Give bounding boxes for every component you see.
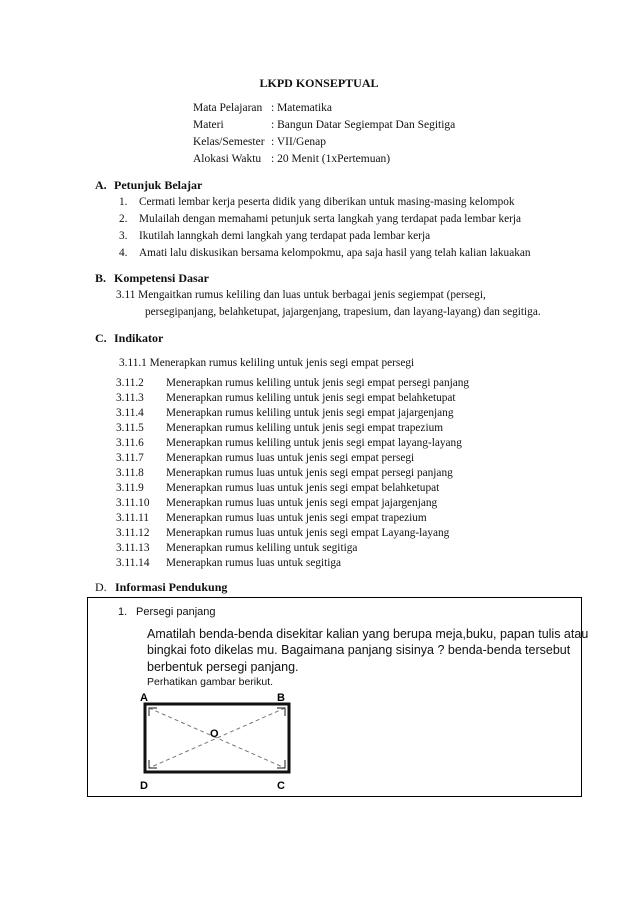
vertex-label-a: A: [140, 692, 148, 704]
indicator-item: 3.11.10 Menerapkan rumus luas untuk jenis segi empat jajargenjang: [116, 497, 438, 509]
list-item: 3. Ikutilah lanngkah demi langkah yang terdapat pada lembar kerja: [119, 230, 431, 242]
meta-value: : 20 Menit (1xPertemuan): [271, 153, 391, 165]
vertex-label-c: C: [277, 780, 285, 792]
info-item-title: 1. Persegi panjang: [118, 606, 216, 618]
section-a-heading: A. Petunjuk Belajar: [95, 178, 203, 192]
indicator-item: 3.11.14 Menerapkan rumus luas untuk segitiga: [116, 557, 342, 569]
corner-marker-d: [149, 760, 157, 768]
meta-row-material: [193, 119, 455, 131]
indicator-item: 3.11.7 Menerapkan rumus luas untuk jenis segi empat persegi: [116, 452, 415, 464]
meta-label: Materi: [193, 119, 224, 131]
meta-row-subject: [193, 102, 332, 114]
indicator-item: 3.11.5 Menerapkan rumus keliling untuk jenis segi empat trapezium: [116, 422, 444, 434]
meta-value: : Matematika: [271, 102, 332, 114]
kd-line-2: persegipanjang, belahketupat, jajargenjang, trapesium, dan layang-layang) dan segitiga.: [145, 306, 541, 318]
indicator-item: 3.11.11 Menerapkan rumus luas untuk jenis segi empat trapezium: [116, 512, 427, 524]
section-b-heading: B. Kompetensi Dasar: [95, 271, 209, 285]
indicator-item: 3.11.4 Menerapkan rumus keliling untuk jenis segi empat jajargenjang: [116, 407, 454, 419]
center-label-o: O: [210, 728, 219, 740]
indicator-first: 3.11.1 Menerapkan rumus keliling untuk jenis segi empat persegi: [119, 357, 415, 369]
meta-row-time: [193, 153, 390, 165]
page-title: LKPD KONSEPTUAL: [259, 76, 379, 90]
corner-marker-b: [277, 708, 285, 716]
list-item: 1. Cermati lembar kerja peserta didik yang diberikan untuk masing-masing kelompok: [119, 196, 515, 208]
meta-value: : VII/Genap: [271, 136, 327, 148]
vertex-label-d: D: [140, 780, 148, 792]
section-d-heading: D. Informasi Pendukung: [95, 580, 228, 594]
corner-marker-c: [277, 760, 285, 768]
indicator-item: 3.11.13 Menerapkan rumus keliling untuk segitiga: [116, 542, 358, 554]
meta-value: : Bangun Datar Segiempat Dan Segitiga: [271, 119, 456, 131]
corner-marker-a: [149, 708, 157, 716]
meta-label: Mata Pelajaran: [193, 102, 263, 114]
list-item: 4. Amati lalu diskusikan bersama kelompokmu, apa saja hasil yang telah kalian lakuakan: [119, 247, 531, 259]
info-paragraph-line: berbentuk persegi panjang.: [147, 660, 299, 674]
indicator-item: 3.11.3 Menerapkan rumus keliling untuk jenis segi empat belahketupat: [116, 392, 456, 404]
kd-line-1: 3.11 Mengaitkan rumus keliling dan luas untuk berbagai jenis segiempat (persegi,: [116, 289, 486, 301]
list-item: 2. Mulailah dengan memahami petunjuk serta langkah yang terdapat pada lembar kerja: [119, 213, 522, 225]
indicator-item: 3.11.6 Menerapkan rumus keliling untuk jenis segi empat layang-layang: [116, 437, 462, 449]
info-paragraph-line: Amatilah benda-benda disekitar kalian yang berupa meja,buku, papan tulis atau: [147, 627, 589, 641]
info-note: Perhatikan gambar berikut.: [147, 676, 274, 688]
section-c-heading: C. Indikator: [95, 331, 164, 345]
info-paragraph-line: bingkai foto dikelas mu. Bagaimana panjang sisinya ? benda-benda tersebut: [147, 643, 571, 657]
vertex-label-b: B: [277, 692, 285, 704]
indicator-item: 3.11.9 Menerapkan rumus luas untuk jenis segi empat belahketupat: [116, 482, 440, 494]
indicator-item: 3.11.8 Menerapkan rumus luas untuk jenis segi empat persegi panjang: [116, 467, 453, 479]
meta-label: Alokasi Waktu: [193, 153, 262, 165]
indicator-item: 3.11.2 Menerapkan rumus keliling untuk jenis segi empat persegi panjang: [116, 377, 470, 389]
indicator-item: 3.11.12 Menerapkan rumus luas untuk jenis segi empat Layang-layang: [116, 527, 450, 539]
meta-label: Kelas/Semester: [193, 136, 265, 148]
rectangle-figure: [135, 690, 305, 795]
meta-row-class: [193, 136, 326, 148]
